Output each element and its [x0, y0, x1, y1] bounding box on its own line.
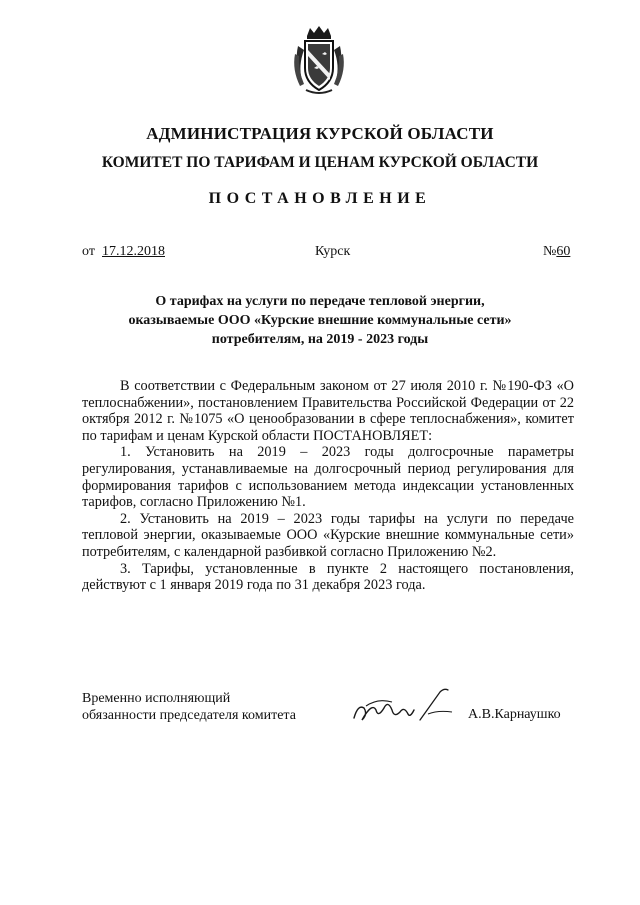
body-paragraph: В соответствии с Федеральным законом от 27 июля 2010 г. №190-ФЗ «О теплоснабжении», постановлением Правительства Российской Федерации от 22 октября 2012 г. №1075 «О ценообразовании в сфере теплоснабжения», комитет по тарифам и ценам Курской области ПОСТАНОВЛЯЕТ:	[82, 378, 574, 444]
title-line: оказываемые ООО «Курские внешние коммунальные сети»	[128, 313, 512, 328]
organization-name: АДМИНИСТРАЦИЯ КУРСКОЙ ОБЛАСТИ	[146, 124, 494, 143]
document-title	[100, 292, 540, 349]
position-line: Временно исполняющий	[82, 691, 231, 706]
document-date: 17.12.2018	[102, 244, 165, 259]
body-paragraph: 1. Установить на 2019 – 2023 годы долгосрочные параметры регулирования, устанавливаемые на долгосрочный период регулирования для формирования тарифов с использованием метода индексации установленных тарифов, согласно Приложению №1.	[82, 444, 574, 511]
date-prefix: от	[82, 244, 95, 259]
position-line: обязанности председателя комитета	[82, 708, 296, 723]
committee-name: КОМИТЕТ ПО ТАРИФАМ И ЦЕНАМ КУРСКОЙ ОБЛАСТИ	[101, 154, 539, 171]
title-line: О тарифах на услуги по передаче тепловой энергии,	[155, 294, 485, 309]
title-line: потребителям, на 2019 - 2023 годы	[211, 332, 429, 347]
signatory-position	[82, 690, 342, 724]
document-city: Курск	[315, 244, 351, 259]
handwritten-signature	[348, 684, 466, 730]
coat-of-arms-icon	[292, 24, 346, 96]
number-value: 60	[556, 244, 571, 259]
document-number	[543, 244, 570, 260]
document-body	[82, 378, 574, 594]
document-type: ПОСТАНОВЛЕНИЕ	[208, 190, 432, 207]
number-prefix: №	[543, 244, 557, 259]
body-paragraph: 2. Установить на 2019 – 2023 годы тарифы на услуги по передаче тепловой энергии, оказываемые ООО «Курские внешние коммунальные сети» потребителям, с календарной разбивкой согласно Приложению №2.	[82, 510, 574, 560]
body-paragraph: 3. Тарифы, установленные в пункте 2 настоящего постановления, действуют с 1 января 2019 года по 31 декабря 2023 года.	[82, 560, 574, 594]
signer-name: А.В.Карнаушко	[468, 707, 561, 722]
